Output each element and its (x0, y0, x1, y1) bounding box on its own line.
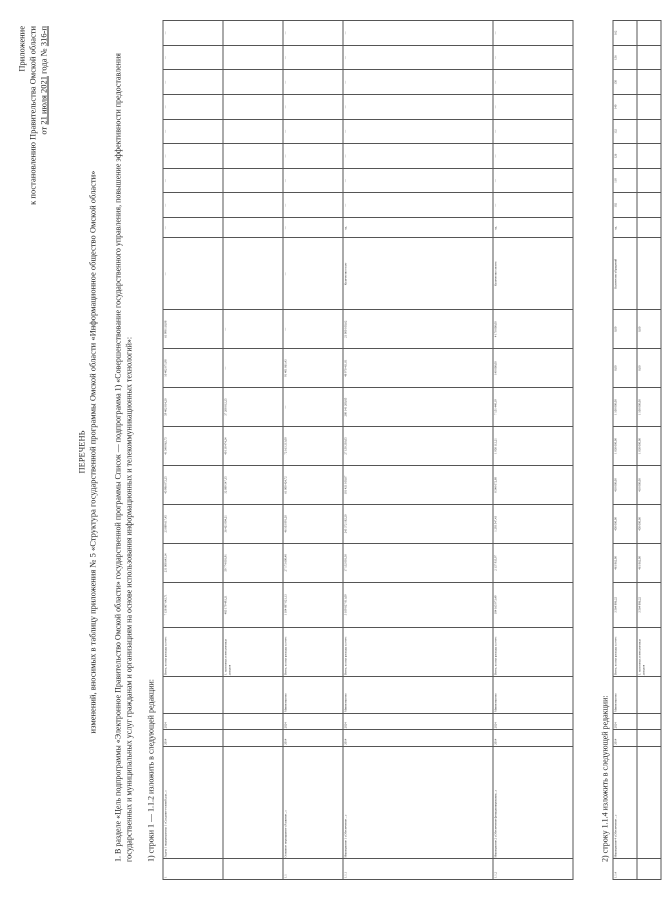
table-cell: 91 401 061,43 (283, 349, 343, 388)
table-cell: — (343, 193, 493, 218)
table-cell: 0,00 (637, 349, 661, 388)
table-row (343, 21, 493, 880)
table-cell (223, 217, 283, 238)
table-cell: — (283, 95, 343, 120)
table-cell: Всего, из них расходы за счет: (613, 627, 637, 676)
item-1-text: 1) строки 1 — 1.1.2 изложить в следующей редакции: (146, 679, 156, 862)
table-cell: 3 109 027 811,09 (343, 582, 493, 627)
table-2 (613, 20, 662, 880)
table-cell: Министерство (343, 677, 493, 714)
table-row (223, 21, 283, 880)
table-cell: — (163, 168, 223, 193)
table-cell: — (493, 45, 573, 70)
table-cell: 1. налоговых и неналоговых доходов (637, 627, 661, 676)
table-cell: Основное мероприятие «Развитие...» (283, 746, 343, 859)
table-cell: 410 000,00 (613, 465, 637, 504)
table-cell: — (163, 21, 223, 46)
table-cell: 140 000,00 (493, 349, 573, 388)
table-cell: 0,00 (613, 349, 637, 388)
table-cell (223, 238, 283, 310)
table-cell: 162 (613, 21, 637, 46)
table-cell (637, 70, 661, 95)
table-cell: — (493, 21, 573, 46)
table-cell: 2024 (613, 713, 637, 729)
title-subheading: изменений, вносимых в таблицу приложения № 5 «Структура государственной программы Омской области «Информационное общество Омской области» (87, 170, 98, 734)
table-cell: 1 950 112,21 (493, 427, 573, 466)
table-cell: 140 (613, 95, 637, 120)
table-cell (637, 193, 661, 218)
year-word: года № (38, 48, 49, 74)
table-cell (637, 730, 661, 746)
table-cell: 8 540 072,88 (493, 465, 573, 504)
table-row (637, 21, 661, 880)
table-cell: 1.1.2 (493, 859, 573, 880)
table-cell: 483 179 493,21 (223, 582, 283, 627)
table-row (283, 21, 343, 880)
table-cell: 461 862,00 (637, 543, 661, 582)
table-cell: 2024 (493, 713, 573, 729)
table-cell: 156 (613, 45, 637, 70)
table-cell: 2024 (163, 713, 223, 729)
table-cell: 7 151 440,19 (493, 388, 573, 427)
table-cell: — (283, 238, 343, 310)
table-cell (637, 45, 661, 70)
table-cell (223, 95, 283, 120)
table-cell: — (343, 144, 493, 169)
table-cell: — (493, 193, 573, 218)
table-cell: 2014 (613, 730, 637, 746)
table-cell: 1 100 000,00 (613, 388, 637, 427)
table-cell: 61 000 424,72 (283, 465, 343, 504)
table-cell: — (223, 310, 283, 349)
table-cell (223, 21, 283, 46)
table-cell (223, 859, 283, 880)
table-cell: 1 104 887 021,13 (283, 582, 343, 627)
table-cell: 1.1.1 (343, 859, 493, 880)
table-cell: 2 137 933,97 (493, 543, 573, 582)
table-cell: 118 (613, 168, 637, 193)
table-cell: 1 100 000,00 (637, 388, 661, 427)
table-cell (223, 677, 283, 714)
table-cell: 23 089 617,45 (163, 504, 223, 543)
table-cell: 102 (613, 193, 637, 218)
doc-number: 316-п (38, 26, 49, 47)
table-cell: 1 030 000,00 (613, 427, 637, 466)
table-cell: — (343, 119, 493, 144)
table-cell: Количество услуг (343, 238, 493, 310)
table-cell (223, 119, 283, 144)
table-cell: 461 862,00 (613, 543, 637, 582)
table-cell: 48 970 411,81 (343, 349, 493, 388)
table-cell (223, 746, 283, 859)
table-cell: 2014 (283, 730, 343, 746)
table-cell (223, 193, 283, 218)
table-cell: 41 548 962,75 (163, 427, 223, 466)
table-cell: Всего, из них расходы за счет: (493, 627, 573, 676)
table-cell: ед. (613, 217, 637, 238)
table-cell: 4 170 000,00 (493, 310, 573, 349)
table-cell (223, 168, 283, 193)
table-cell: — (493, 168, 573, 193)
table-1 (163, 20, 574, 880)
table-cell: 2024 (343, 713, 493, 729)
table-cell: 40 118 474,24 (223, 427, 283, 466)
table-cell: — (343, 45, 493, 70)
table-cell: 10 402 071,98 (163, 349, 223, 388)
table-cell: 21 000 100,62 (343, 310, 493, 349)
table-cell: 280 141 200,85 (343, 388, 493, 427)
table-cell: 27 150 203,05 (343, 427, 493, 466)
table-cell: 450 000,00 (637, 504, 661, 543)
table-cell: Всего, из них расходы за счет: (163, 627, 223, 676)
table-cell: 37 208 012,25 (223, 388, 283, 427)
table-cell (637, 168, 661, 193)
table-cell: — (163, 193, 223, 218)
table-cell (223, 144, 283, 169)
table-cell: — (343, 21, 493, 46)
table-cell: 27 173 600,48 (283, 543, 343, 582)
table-cell: — (283, 310, 343, 349)
table-cell: 101 421 100,07 (343, 465, 493, 504)
table-cell: — (283, 119, 343, 144)
table-cell: 231 008 643,14 (163, 543, 223, 582)
table-cell: Задача 1 подпрограммы 1 «Создание условий для...» (163, 746, 223, 859)
date-prefix: от (38, 126, 49, 135)
table-cell: 1. налоговых и неналоговых доходов (223, 627, 283, 676)
table-cell: 150 (613, 70, 637, 95)
table-cell: — (283, 388, 343, 427)
table-cell: 2014 (163, 730, 223, 746)
table-cell (637, 859, 661, 880)
table-cell (637, 746, 661, 859)
table-cell: — (283, 45, 343, 70)
table-cell: Мероприятие 4 «Обеспечение ...» (613, 746, 637, 859)
table-cell: Мероприятие 1 «Обеспечение ...» (343, 746, 493, 859)
table-cell (637, 119, 661, 144)
table-cell: 243 372 182,20 (343, 504, 493, 543)
table-cell (637, 21, 661, 46)
table-cell: 1 (163, 859, 223, 880)
appendix-label: Приложение (16, 26, 27, 72)
table-cell: — (493, 70, 573, 95)
table-cell: 126 (613, 144, 637, 169)
table-row (493, 21, 573, 880)
table-cell: 1 293 547,43 (493, 504, 573, 543)
table-cell: — (163, 45, 223, 70)
table-cell: Министерство (283, 677, 343, 714)
table-cell: 3 564 886,22 (637, 582, 661, 627)
table-cell: 2014 (343, 730, 493, 746)
date-day: 21 июля 2021 (38, 76, 49, 125)
table-cell: — (163, 119, 223, 144)
table-cell: — (343, 95, 493, 120)
table-cell: ед. (493, 217, 573, 238)
table-cell: 0,00 (613, 310, 637, 349)
table-cell: 32 089 547,35 (223, 465, 283, 504)
table-cell (223, 730, 283, 746)
table-cell: 59 774 001,91 (223, 543, 283, 582)
date-line (39, 26, 50, 205)
table-cell: 0,00 (637, 310, 661, 349)
table-cell: 46 103 891,20 (283, 504, 343, 543)
table-cell (223, 45, 283, 70)
intro-paragraph: 1. В разделе «Цель подпрограммы «Электронное Правительство Омской области» государственной программы Список — подпрограмма 1) «Совершенствование государственного управления, повышение эффективности предоставления государственных и муниципальных услуг гражданам и организациям на основе использования информационных и телекоммуникационных технологий»: (113, 53, 134, 862)
table-cell: Количество систем (493, 238, 573, 310)
table-cell: 184 165 973,49 (493, 582, 573, 627)
table-cell: — (493, 119, 573, 144)
table-cell (637, 144, 661, 169)
table-cell: — (223, 349, 283, 388)
table-cell: 450 000,00 (613, 504, 637, 543)
table-cell (223, 70, 283, 95)
item-2-text: 2) строку 1.1.4 изложить в следующей редакции: (600, 695, 610, 862)
table-cell (637, 677, 661, 714)
table-cell: 1 030 000,00 (637, 427, 661, 466)
table-cell: — (493, 144, 573, 169)
table-cell: 132 (613, 119, 637, 144)
table-cell: — (163, 144, 223, 169)
table-cell: 45 986 072,25 (163, 465, 223, 504)
table-cell: 36 421 004,21 (223, 504, 283, 543)
table-cell: 2014 (493, 730, 573, 746)
table-cell: — (163, 217, 223, 238)
table-cell: — (283, 168, 343, 193)
table-cell: 59 402 014,20 (163, 388, 223, 427)
table-cell: Мероприятие 2 «Обеспечение функционирования...» (493, 746, 573, 859)
table-cell: 72 163 213,00 (283, 427, 343, 466)
table-cell: Министерство (493, 677, 573, 714)
table-cell: — (283, 21, 343, 46)
table-row (163, 21, 223, 880)
table-cell: — (343, 70, 493, 95)
table-cell: ед. (343, 217, 493, 238)
rotated-sheet (13, 12, 646, 892)
table-cell: — (493, 95, 573, 120)
table-cell: — (163, 95, 223, 120)
table-cell: 1.1 (283, 859, 343, 880)
table-cell: 7 158 807 642,71 (163, 582, 223, 627)
table-cell: — (163, 238, 223, 310)
table-cell: 1.1.4 (613, 859, 637, 880)
table-cell (637, 713, 661, 729)
table-cell: 61 998 118,98 (163, 310, 223, 349)
table-cell: — (283, 193, 343, 218)
table-cell (223, 713, 283, 729)
table-cell: 410 000,00 (637, 465, 661, 504)
table-row (613, 21, 637, 880)
table-cell: 2024 (283, 713, 343, 729)
table-cell: 3 564 886,22 (613, 582, 637, 627)
table-cell (637, 95, 661, 120)
table-cell: Всего, из них расходы за счет: (343, 627, 493, 676)
table-cell: — (283, 217, 343, 238)
table-cell: — (163, 70, 223, 95)
appendix-block (17, 26, 50, 205)
table-cell: Министерство (613, 677, 637, 714)
table-cell (163, 677, 223, 714)
table-cell: — (283, 70, 343, 95)
table-cell: Количество обращений (613, 238, 637, 310)
table-cell (637, 217, 661, 238)
table-cell: — (283, 144, 343, 169)
table-cell: 17 132 001,30 (343, 543, 493, 582)
document-title (77, 12, 99, 892)
title-heading: ПЕРЕЧЕНЬ (76, 430, 87, 474)
decree-line: к постановлению Правительства Омской области (27, 26, 38, 205)
table-cell (637, 238, 661, 310)
table-cell: Всего, из них расходы за счет: (283, 627, 343, 676)
table-cell: — (343, 168, 493, 193)
